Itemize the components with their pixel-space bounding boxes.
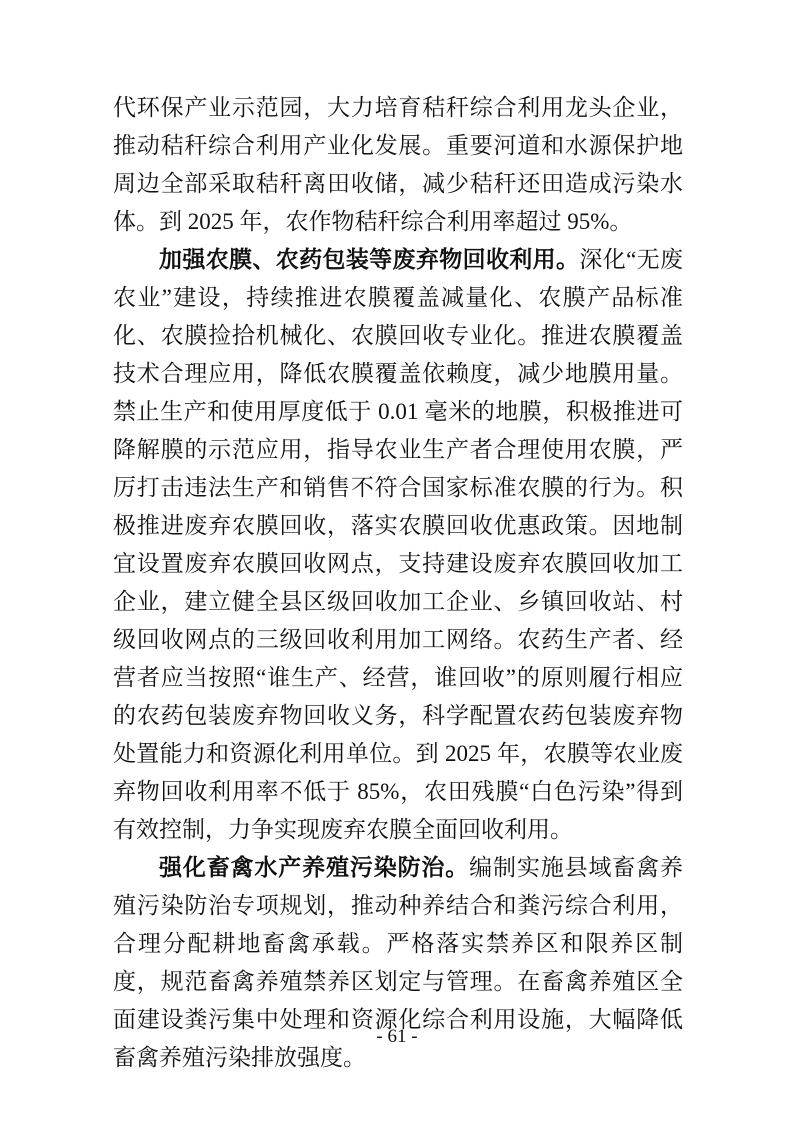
paragraph-text: 编制实施县域畜禽养殖污染防治专项规划，推动种养结合和粪污综合利用，合理分配耕地畜禽承载。严格落实禁养区和限养区制度，规范畜禽养殖禁养区划定与管理。在畜禽养殖区全面建设粪污集中处理和资源化综合利用设施，大幅降低畜禽养殖污染排放强度。 — [113, 855, 684, 1070]
paragraph-bold-lead: 加强农膜、农药包装等废弃物回收利用。 — [159, 247, 580, 272]
page-number: - 61 - — [376, 1026, 418, 1047]
paragraph-text: 代环保产业示范园，大力培育秸秆综合利用龙头企业，推动秸秆综合利用产业化发展。重要河道和水源保护地周边全部采取秸秆离田收储，减少秸秆还田造成污染水体。到 2025 年，农作物秸秆综合利用率超过 95%。 — [113, 95, 683, 234]
paragraph-bold-lead: 强化畜禽水产养殖污染防治。 — [159, 855, 470, 880]
paragraph-text: 深化“无废农业”建设，持续推进农膜覆盖减量化、农膜产品标准化、农膜捡拾机械化、农膜回收专业化。推进农膜覆盖技术合理应用，降低农膜覆盖依赖度，减少地膜用量。禁止生产和使用厚度低于 0.01 毫米的地膜，积极推进可降解膜的示范应用，指导农业生产者合理使用农膜，严厉打击违法生产和销售不符合国家标准农膜的行为。积极推进废弃农膜回收，落实农膜回收优惠政策。因地制宜设置废弃农膜回收网点，支持建设废弃农膜回收加工企业，建立健全县区级回收加工企业、乡镇回收站、村级回收网点的三级回收利用加工网络。农药生产者、经营者应当按照“谁生产、经营，谁回收”的原则履行相应的农药包装废弃物回收义务，科学配置农药包装废弃物处置能力和资源化利用单位。到 2025 年，农膜等农业废弃物回收利用率不低于 85%，农田残膜“白色污染”得到有效控制，力争实现废弃农膜全面回收利用。 — [113, 247, 683, 842]
paragraph-farm-film-recycling — [113, 241, 683, 849]
paragraph-straw-utilization-continuation — [113, 89, 683, 241]
page-body-text — [113, 89, 683, 1077]
